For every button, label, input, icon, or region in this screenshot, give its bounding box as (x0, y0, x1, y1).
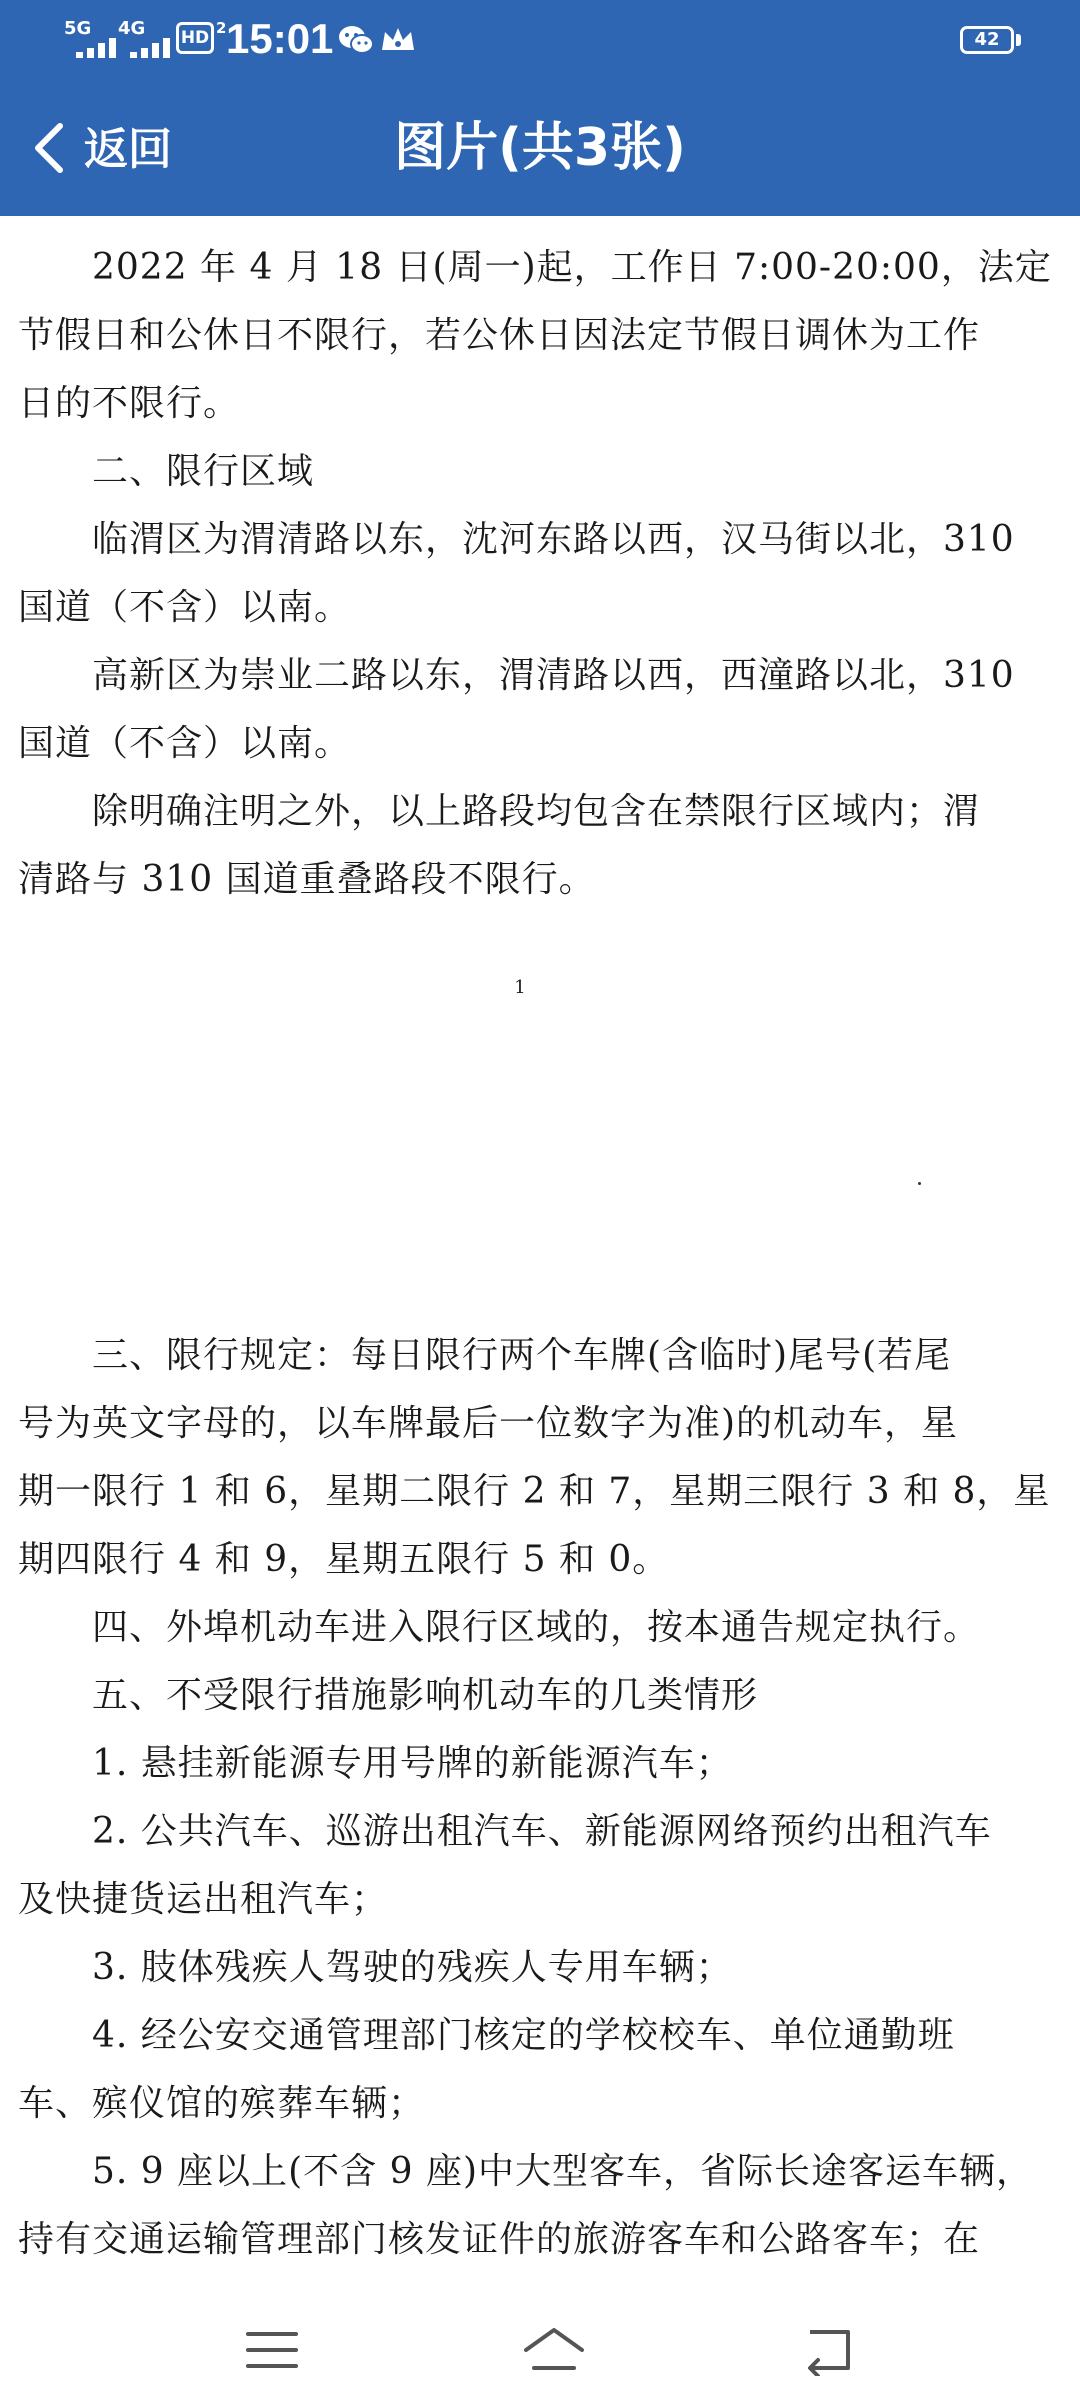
home-button[interactable] (500, 2316, 600, 2386)
battery-icon: 42 (960, 26, 1014, 54)
signal-bars-icon (76, 38, 124, 58)
crown-icon (378, 20, 418, 60)
status-time: 15:01 (226, 15, 334, 62)
doc-line: 二、限行区域 (92, 451, 315, 492)
doc-line: 5. 9 座以上(不含 9 座)中大型客车，省际长途客运车辆， (92, 2151, 1034, 2192)
wechat-icon (336, 20, 376, 60)
header (0, 80, 1080, 216)
doc-line: 日的不限行。 (18, 383, 241, 424)
doc-line: 临渭区为渭清路以东，沈河东路以西，汉马街以北，310 (92, 519, 1015, 560)
signal-2-label: 4G (118, 18, 146, 39)
doc-line: 四、外埠机动车进入限行区域的，按本通告规定执行。 (92, 1607, 981, 1648)
system-nav-bar (0, 2296, 1080, 2408)
doc-line: 3. 肢体残疾人驾驶的残疾人专用车辆； (92, 1947, 733, 1988)
doc-line: 高新区为崇业二路以东，渭清路以西，西潼路以北，310 (92, 655, 1015, 696)
doc-line: 1. 悬挂新能源专用号牌的新能源汽车； (92, 1743, 733, 1784)
doc-line: 及快捷货运出租汽车； (18, 1879, 389, 1920)
doc-line: 期一限行 1 和 6，星期二限行 2 和 7，星期三限行 3 和 8，星 (18, 1471, 1051, 1512)
battery-tip (1016, 34, 1021, 46)
signal-1-label: 5G (64, 18, 92, 39)
doc-line: 持有交通运输管理部门核发证件的旅游客车和公路客车；在 (18, 2219, 981, 2260)
doc-line: 期四限行 4 和 9，星期五限行 5 和 0。 (18, 1539, 670, 1580)
back-icon (796, 2324, 856, 2376)
doc-line: 节假日和公休日不限行，若公休日因法定节假日调休为工作 (18, 315, 981, 356)
page-number: 1 (514, 977, 526, 998)
home-icon (522, 2324, 586, 2376)
system-back-button[interactable] (774, 2316, 874, 2386)
doc-line: 五、不受限行措施影响机动车的几类情形 (92, 1675, 759, 1716)
scan-speck (918, 1182, 921, 1185)
menu-button[interactable] (222, 2316, 322, 2386)
doc-line: 4. 经公安交通管理部门核定的学校校车、单位通勤班 (92, 2015, 955, 2056)
doc-line: 除明确注明之外，以上路段均包含在禁限行区域内；渭 (92, 791, 981, 832)
doc-line: 车、殡仪馆的殡葬车辆； (18, 2083, 426, 2124)
hd-voice-icon: HD (176, 22, 214, 54)
doc-line: 号为英文字母的，以车牌最后一位数字为准)的机动车，星 (18, 1403, 959, 1444)
top-bar (0, 0, 1080, 216)
menu-icon (244, 2324, 300, 2376)
back-label: 返回 (84, 124, 172, 175)
doc-line: 国道（不含）以南。 (18, 723, 352, 764)
document-image[interactable] (0, 216, 1080, 2296)
hd-sub-label: 2 (216, 19, 227, 37)
doc-line: 2022 年 4 月 18 日(周一)起，工作日 7:00-20:00，法定 (92, 247, 1052, 288)
cellular-signal-2 (118, 20, 178, 56)
signal-bars-icon (130, 38, 178, 58)
doc-line: 三、限行规定：每日限行两个车牌(含临时)尾号(若尾 (92, 1335, 952, 1376)
doc-line: 2. 公共汽车、巡游出租汽车、新能源网络预约出租汽车 (92, 1811, 992, 1852)
doc-line: 清路与 310 国道重叠路段不限行。 (18, 859, 596, 900)
status-bar (0, 0, 1080, 80)
doc-line: 国道（不含）以南。 (18, 587, 352, 628)
page-title: 图片(共3张) (394, 118, 686, 178)
